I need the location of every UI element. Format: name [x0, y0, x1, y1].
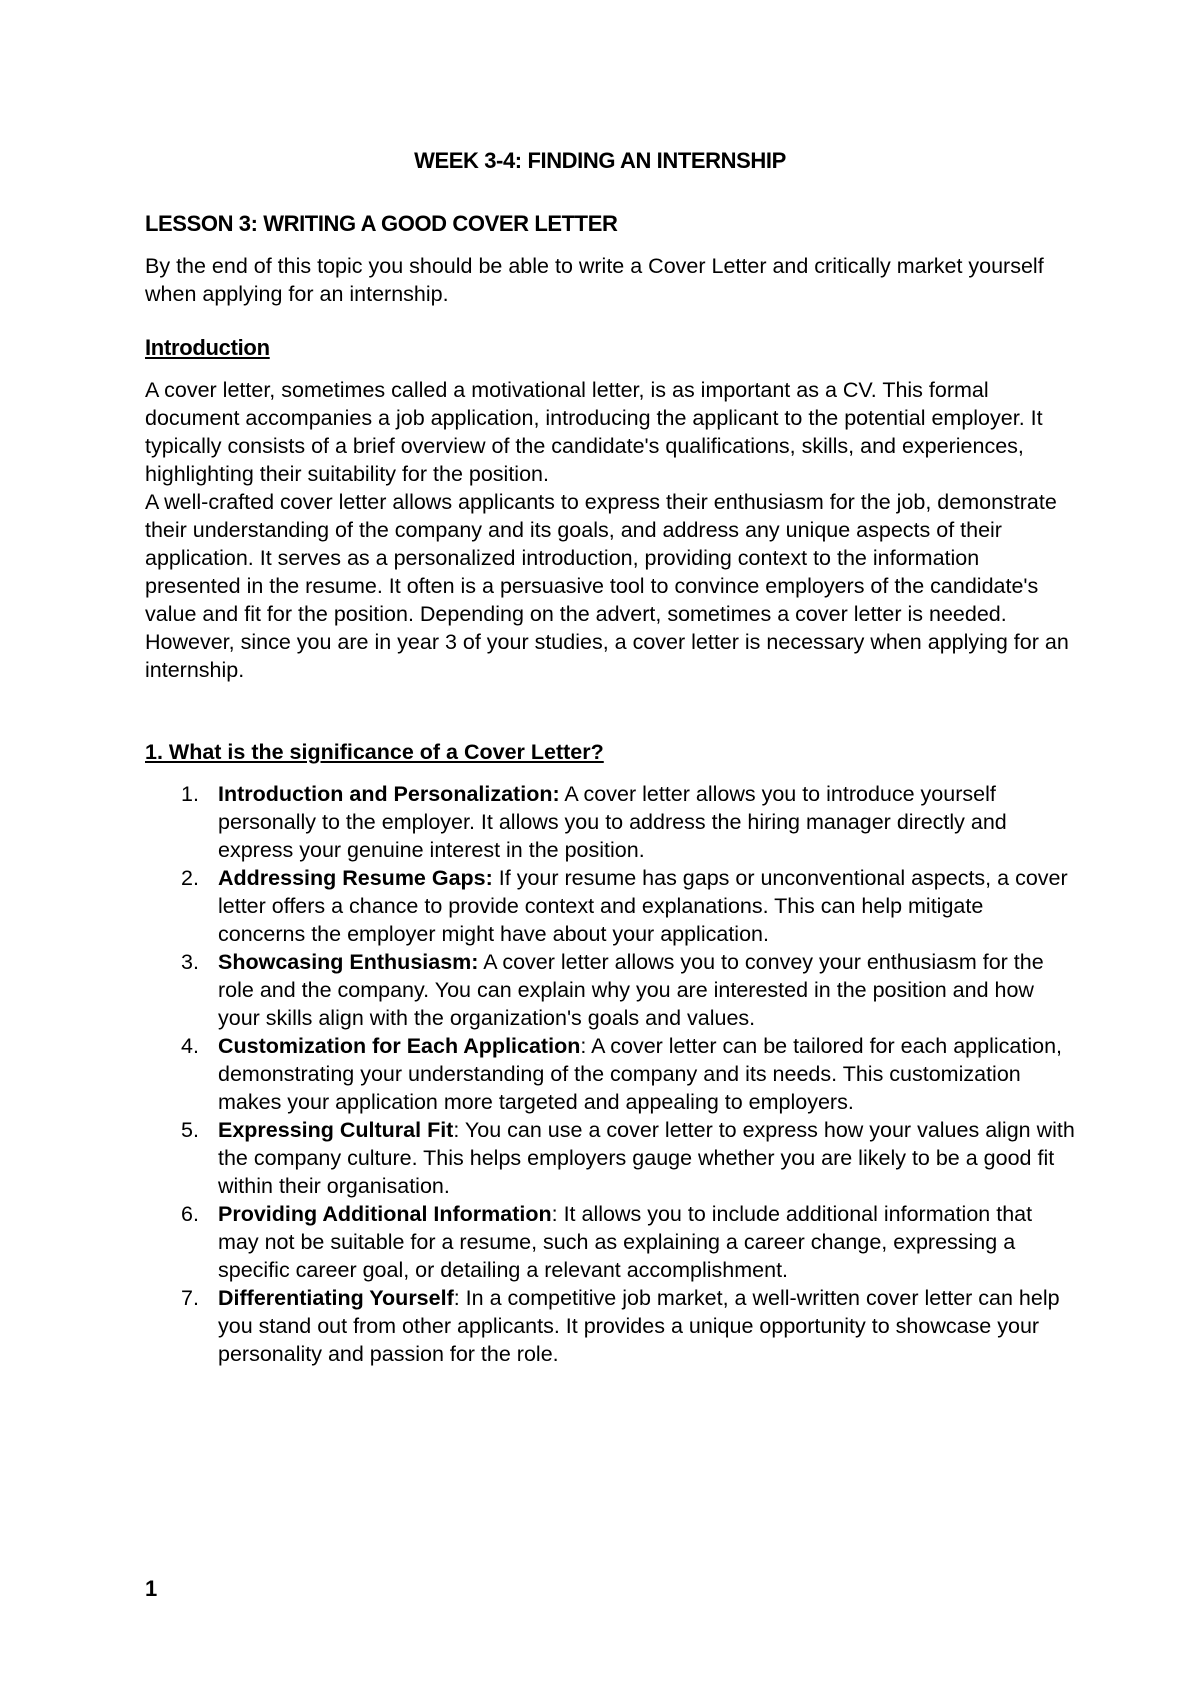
- list-number: 4.: [181, 1034, 199, 1058]
- list-text: : A cover letter can be tailored for each application, demonstrating your understanding of the company and its needs. This customization makes your application more targeted and appealing to employers.: [218, 1034, 1062, 1114]
- list-term: Providing Additional Information: [218, 1202, 552, 1226]
- list-number: 5.: [181, 1118, 199, 1142]
- list-item: [145, 948, 1075, 1032]
- significance-list: [145, 780, 1075, 1368]
- list-item: [145, 1032, 1075, 1116]
- list-number: 2.: [181, 866, 199, 890]
- page-number: 1: [145, 1576, 158, 1601]
- lesson-title: LESSON 3: WRITING A GOOD COVER LETTER: [145, 211, 618, 236]
- lesson-objective: By the end of this topic you should be able to write a Cover Letter and critically market yourself when applying for an internship.: [145, 254, 1044, 306]
- list-item: [145, 780, 1075, 864]
- introduction-paragraph: A well-crafted cover letter allows applicants to express their enthusiasm for the job, demonstrate their understanding of the company and its goals, and address any unique aspects of their application. It serves as a personalized introduction, providing context to the information presented in the resume. It often is a persuasive tool to convince employers of the candidate's value and fit for the position. Depending on the advert, sometimes a cover letter is needed. However, since you are in year 3 of your studies, a cover letter is necessary when applying for an internship.: [145, 490, 1069, 682]
- list-term: Expressing Cultural Fit: [218, 1118, 454, 1142]
- list-number: 3.: [181, 950, 199, 974]
- list-text: A cover letter allows you to introduce yourself personally to the employer. It allows you to address the hiring manager directly and express your genuine interest in the position.: [218, 782, 1007, 862]
- list-number: 1.: [181, 782, 199, 806]
- list-text: A cover letter allows you to convey your enthusiasm for the role and the company. You can explain why you are interested in the position and how your skills align with the organization's goals and values.: [218, 950, 1044, 1030]
- list-item: [145, 864, 1075, 948]
- list-item: [145, 1200, 1075, 1284]
- list-text: : It allows you to include additional information that may not be suitable for a resume, such as explaining a career change, expressing a specific career goal, or detailing a relevant accomplishment.: [218, 1202, 1033, 1282]
- list-term: Showcasing Enthusiasm:: [218, 950, 479, 974]
- list-number: 6.: [181, 1202, 199, 1226]
- section-heading: 1. What is the significance of a Cover Letter?: [145, 740, 604, 764]
- introduction-body: [145, 376, 1070, 684]
- list-text: : You can use a cover letter to express how your values align with the company culture. This helps employers gauge whether you are likely to be a good fit within their organisation.: [218, 1118, 1075, 1198]
- list-text: : In a competitive job market, a well-written cover letter can help you stand out from other applicants. It provides a unique opportunity to showcase your personality and passion for the role.: [218, 1286, 1060, 1366]
- list-number: 7.: [181, 1286, 199, 1310]
- list-item: [145, 1116, 1075, 1200]
- list-text: If your resume has gaps or unconventional aspects, a cover letter offers a chance to provide context and explanations. This can help mitigate concerns the employer might have about your application.: [218, 866, 1068, 946]
- introduction-heading: Introduction: [145, 335, 270, 360]
- introduction-paragraph: A cover letter, sometimes called a motivational letter, is as important as a CV. This formal document accompanies a job application, introducing the applicant to the potential employer. It typically consists of a brief overview of the candidate's qualifications, skills, and experiences, highlighting their suitability for the position.: [145, 378, 1043, 486]
- list-term: Differentiating Yourself: [218, 1286, 454, 1310]
- list-item: [145, 1284, 1075, 1368]
- list-term: Customization for Each Application: [218, 1034, 581, 1058]
- week-title: WEEK 3-4: FINDING AN INTERNSHIP: [414, 148, 786, 173]
- list-term: Addressing Resume Gaps:: [218, 866, 493, 890]
- list-term: Introduction and Personalization:: [218, 782, 560, 806]
